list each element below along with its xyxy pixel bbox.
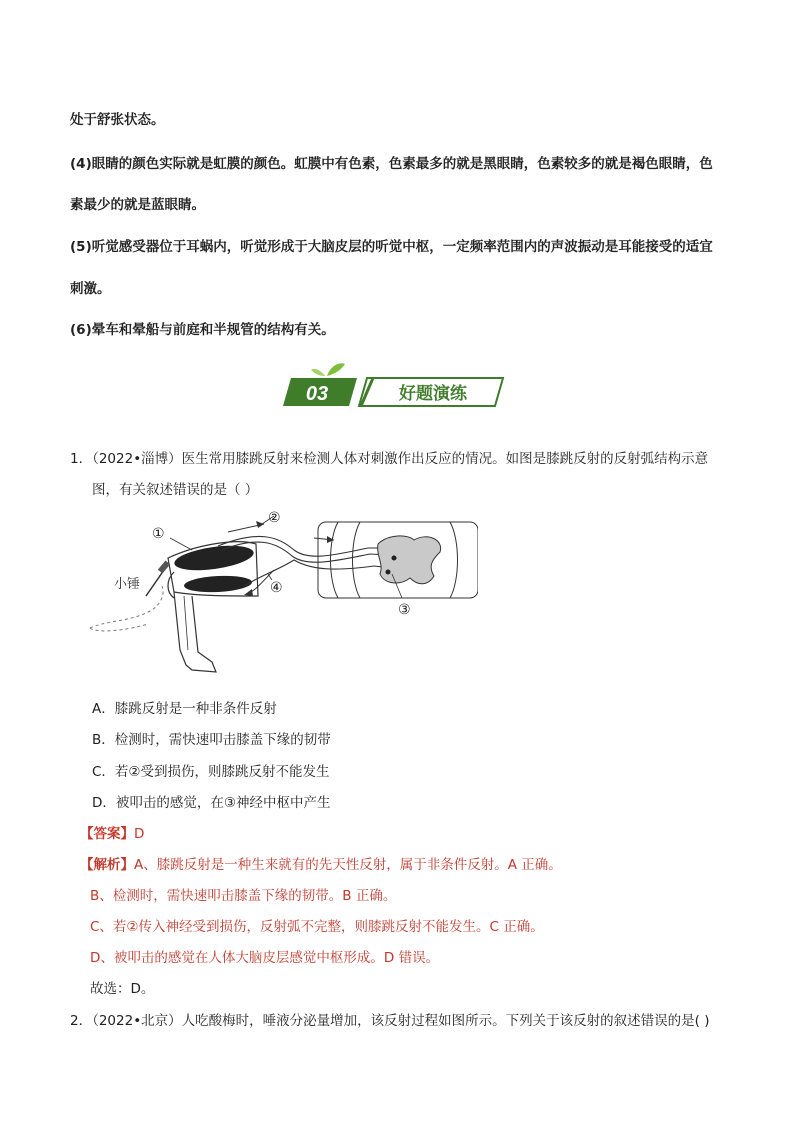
option-a: A．膝跳反射是一种非条件反射	[92, 701, 277, 717]
reflex-arc-figure	[88, 500, 478, 680]
leaf-icon	[327, 363, 345, 376]
analysis-line: C、若②传入神经受到损伤，反射弧不完整，则膝跳反射不能发生。C 正确。	[90, 919, 544, 935]
marker-1: ①	[152, 526, 165, 542]
leaf-icon	[311, 369, 325, 376]
note-line: 素最少的就是蓝眼睛。	[70, 197, 205, 213]
analysis-line	[80, 853, 562, 873]
analysis-label: 【解析】	[80, 857, 134, 873]
marker-2: ②	[268, 510, 281, 526]
section-banner-graphic	[283, 362, 505, 410]
answer-value: D	[134, 826, 145, 842]
answer-line	[80, 822, 144, 842]
analysis-text: A、膝跳反射是一种生来就有的先天性反射，属于非条件反射。A 正确。	[134, 857, 562, 873]
section-title: 好题演练	[399, 384, 467, 404]
reflex-arc-diagram	[88, 500, 478, 680]
analysis-line: D、被叩击的感觉在人体大脑皮层感觉中枢形成。D 错误。	[90, 950, 440, 966]
section-banner	[283, 362, 505, 410]
note-line: (6)晕车和晕船与前庭和半规管的结构有关。	[70, 322, 335, 338]
analysis-line: B、检测时，需快速叩击膝盖下缘的韧带。B 正确。	[90, 888, 397, 904]
question-stem: 1．（2022•淄博）医生常用膝跳反射来检测人体对刺激作出反应的情况。如图是膝跳反射的反射弧结构示意	[70, 451, 709, 467]
hammer-label: 小锤	[114, 577, 141, 592]
answer-label: 【答案】	[80, 826, 134, 842]
option-b: B．检测时，需快速叩击膝盖下缘的韧带	[92, 732, 331, 748]
marker-3: ③	[398, 602, 411, 618]
option-d: D．被叩击的感觉，在③神经中枢中产生	[92, 795, 331, 811]
note-line: 处于舒张状态。	[70, 112, 165, 128]
option-c: C．若②受到损伤，则膝跳反射不能发生	[92, 764, 330, 780]
section-number: 03	[305, 383, 329, 405]
hammer-handle	[146, 570, 164, 596]
note-line: (4)眼睛的颜色实际就是虹膜的颜色。虹膜中有色素，色素最多的就是黑眼睛，色素较多的就是褐色眼睛，色	[70, 156, 713, 172]
note-line: (5)听觉感受器位于耳蜗内，听觉形成于大脑皮层的听觉中枢，一定频率范围内的声波振动是耳能接受的适宜	[70, 239, 713, 255]
question-stem: 图，有关叙述错误的是（ ）	[92, 482, 259, 498]
marker-4: ④	[270, 580, 283, 596]
note-line: 刺激。	[70, 281, 111, 297]
gray-matter	[378, 536, 441, 584]
conclusion-line: 故选：D。	[90, 981, 155, 997]
question-stem: 2．（2022•北京）人吃酸梅时，唾液分泌量增加，该反射过程如图所示。下列关于该反射的叙述错误的是( )	[70, 1013, 710, 1029]
flexor-muscle	[184, 574, 253, 594]
